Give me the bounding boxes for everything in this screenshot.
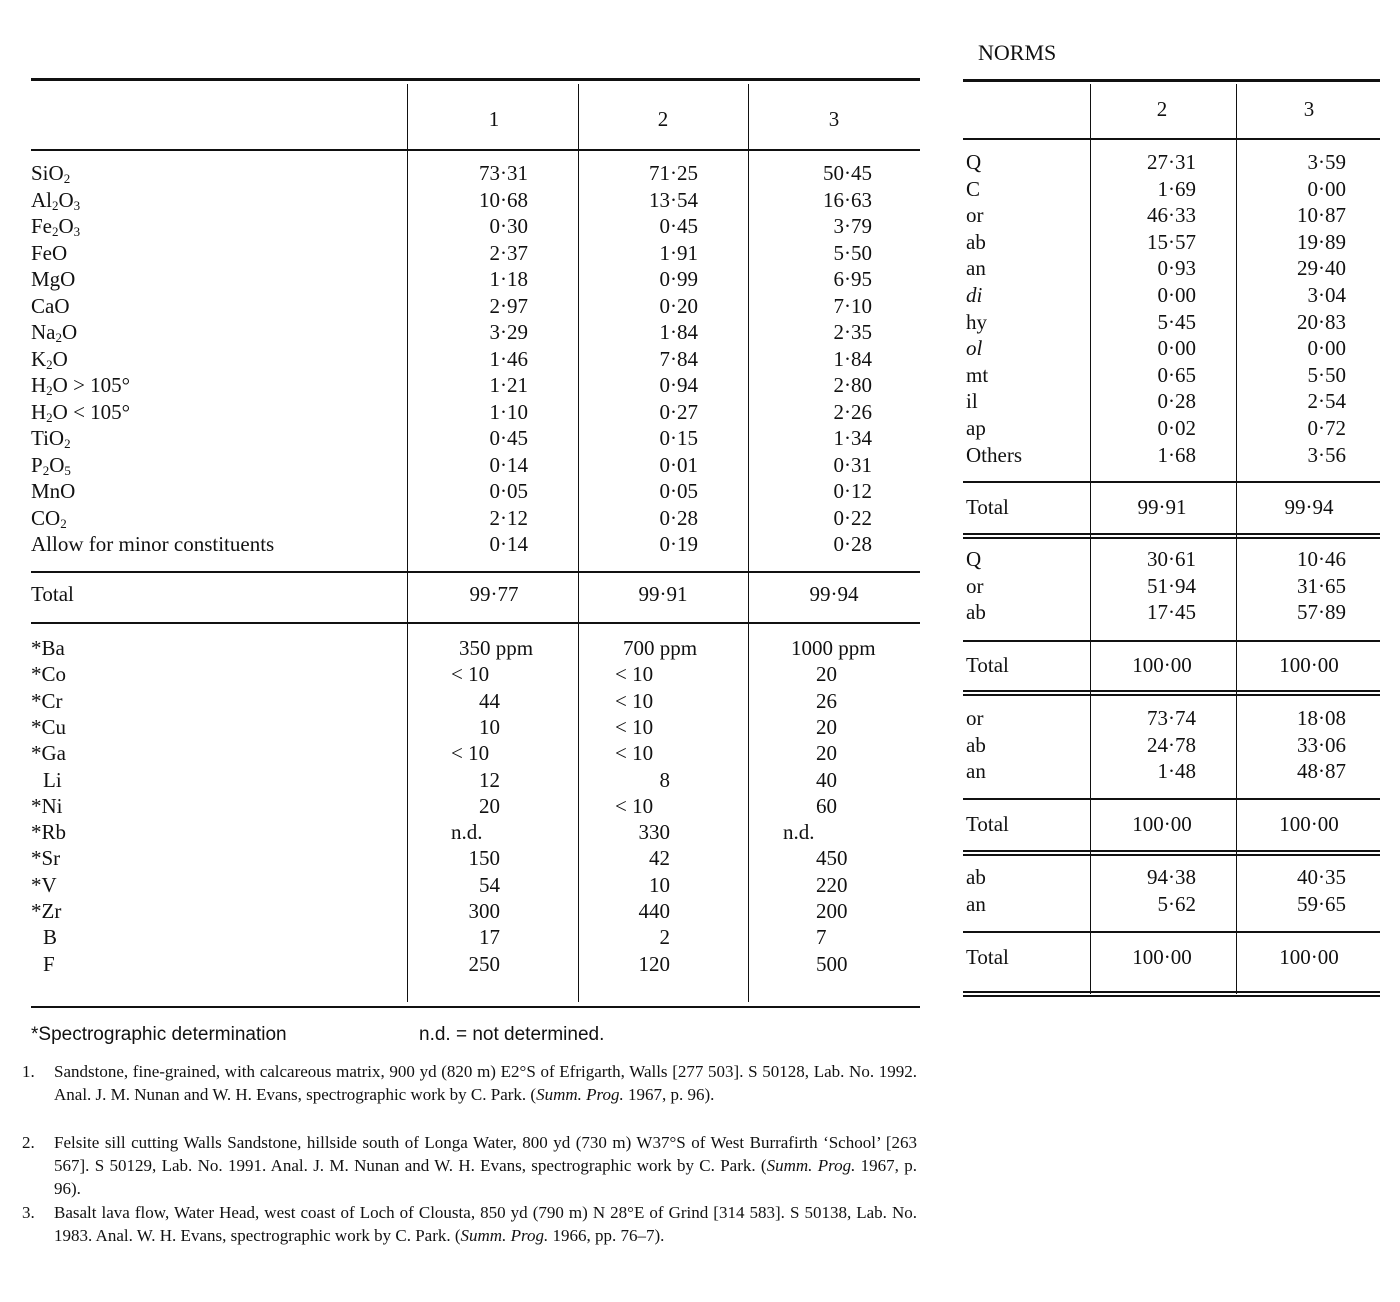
trace-value: 440 [638, 899, 670, 923]
table-cell: 10·68 [479, 187, 528, 212]
norms-total-value: 99·91 [1137, 495, 1187, 519]
table-top-rule [31, 78, 920, 81]
trace-value: 250 [468, 951, 500, 976]
table-cell: 0·01 [659, 452, 698, 477]
table-cell: 0·22 [833, 505, 872, 530]
trace-value: 8 [659, 767, 670, 792]
norm-value: 20·83 [1297, 309, 1346, 334]
norm-value: 1·69 [1157, 176, 1196, 201]
trace-value: 220 [816, 872, 848, 897]
table-cell: 6·95 [833, 267, 872, 291]
table-cell: 0·45 [489, 426, 528, 450]
trace-value: n.d. [451, 820, 483, 845]
table-cell: 7·10 [833, 293, 872, 318]
norm-label: di [966, 283, 983, 307]
row-label: $K_2O$ [31, 346, 68, 372]
table-cell: 0·31 [833, 452, 872, 477]
total-bottom-rule [31, 622, 920, 624]
row-label: CaO [31, 293, 70, 318]
norm-value: 0·02 [1157, 416, 1196, 440]
table-cell: 0·15 [659, 426, 698, 450]
norm-value: 0·93 [1157, 256, 1196, 281]
trace-value: < 10 [615, 714, 654, 739]
norm-value: 0·00 [1307, 176, 1346, 201]
norms-column-header: 2 [1156, 97, 1168, 121]
norm-label: an [966, 891, 986, 916]
table-cell: 1·21 [489, 373, 528, 397]
trace-value: < 10 [615, 741, 654, 766]
row-label: $Fe_2O_3$ [31, 214, 81, 239]
row-label: MnO [31, 479, 76, 503]
trace-value: < 10 [451, 741, 490, 766]
table-cell: 5·50 [833, 240, 872, 265]
norm-label: ab [966, 600, 986, 625]
norm-label: ab [966, 229, 986, 254]
norm-value: 5·45 [1157, 309, 1196, 334]
norm-value: 27·31 [1147, 150, 1196, 174]
trace-label: F [43, 951, 55, 976]
norms-total-value: 99·94 [1284, 495, 1334, 519]
norm-value: 48·87 [1297, 759, 1346, 784]
trace-label: B [43, 925, 58, 950]
trace-value: 44 [479, 688, 500, 713]
norm-value: 51·94 [1147, 573, 1196, 598]
norms-total-value: 100·00 [1279, 812, 1339, 836]
trace-value: 500 [816, 951, 848, 976]
table-cell: 1·84 [833, 346, 872, 371]
table-bottom-rule [31, 1006, 920, 1008]
norm-value: 3·59 [1307, 150, 1346, 174]
total-top-rule [31, 571, 920, 573]
norm-value: 29·40 [1297, 256, 1346, 281]
footnote-text: Felsite sill cutting Walls Sandstone, hillside south of Longa Water, 800 yd (730 m) W37°S of West Burrafirth ‘School’ [263 567]. S 50129, Lab. No. 1991. Anal. J. M. Nunan and W. H. Evans, spectrographic work by C. Park. (Summ. Prog. 1967, p. 96). [54, 1133, 917, 1198]
footnote-number: 2. [22, 1133, 35, 1152]
norm-label: an [966, 256, 986, 281]
norms-block-rule [963, 995, 1380, 997]
trace-value: < 10 [451, 662, 490, 687]
norms-total-value: 100·00 [1279, 653, 1339, 677]
norms-total-rule [963, 640, 1380, 642]
table-cell: 3·29 [489, 320, 528, 344]
trace-value: 42 [649, 846, 670, 871]
norm-label: ab [966, 865, 986, 889]
trace-label: *Cr [31, 688, 63, 713]
norm-value: 10·87 [1297, 203, 1346, 228]
norm-label: or [966, 706, 984, 730]
nd-note: n.d. = not determined. [419, 1024, 605, 1045]
trace-label: Li [43, 767, 62, 792]
norm-value: 0·00 [1307, 336, 1346, 361]
table-cell: 0·14 [489, 532, 528, 556]
trace-label: *Ba [31, 636, 65, 660]
footnote-number: 1. [22, 1062, 35, 1081]
table-cell: 0·99 [659, 267, 698, 291]
norms-total-rule [963, 481, 1380, 483]
table-cell: 1·84 [659, 320, 698, 344]
norm-value: 5·50 [1307, 362, 1346, 387]
table-cell: 0·45 [659, 214, 698, 238]
trace-value: 17 [479, 925, 500, 950]
table-cell: 0·05 [489, 479, 528, 503]
trace-value: 26 [816, 688, 837, 713]
trace-value: 10 [649, 872, 670, 897]
table-cell: 1·91 [659, 240, 698, 265]
norm-value: 3·56 [1307, 442, 1346, 467]
row-label: $H_2O < 105^\circ$ [31, 399, 131, 425]
row-label: TiO$_2$ [31, 426, 71, 451]
row-label: $Al_2O_3$ [31, 187, 81, 213]
row-label: $CO_2$ [31, 505, 67, 531]
trace-label: *Ni [31, 793, 63, 818]
norms-header-rule [963, 138, 1380, 140]
table-cell: 71·25 [649, 161, 698, 185]
row-label: MgO [31, 267, 76, 291]
total-label: Total [31, 582, 74, 606]
norm-label: hy [966, 309, 987, 334]
table-cell: 0·19 [659, 532, 698, 556]
total-value: 99·91 [638, 582, 688, 606]
norm-value: 24·78 [1147, 732, 1196, 757]
norm-value: 40·35 [1297, 865, 1346, 889]
trace-value: 10 [479, 714, 500, 739]
norms-title: NORMS [978, 40, 1057, 65]
norms-total-label: Total [966, 653, 1009, 677]
table-cell: 0·12 [833, 479, 872, 503]
trace-value: 200 [816, 899, 848, 923]
trace-value: 20 [479, 793, 500, 818]
table-cell: 2·26 [833, 399, 872, 424]
row-label: $Na_2O$ [31, 320, 78, 345]
table-cell: 2·35 [833, 320, 872, 344]
trace-value: n.d. [783, 820, 815, 845]
norms-column-header: 3 [1303, 97, 1315, 121]
footnote-text: Basalt lava flow, Water Head, west coast of Loch of Clousta, 850 yd (790 m) N 28°E of Grind [314 583]. S 50138, Lab. No. 1983. Anal. W. H. Evans, spectrographic work by C. Park. (Summ. Prog. 1966, pp. 76–7). [54, 1203, 917, 1245]
table-cell: 0·30 [489, 214, 528, 238]
norm-value: 18·08 [1297, 706, 1346, 730]
norms-block-rule [963, 850, 1380, 852]
norms-block-rule [963, 533, 1380, 535]
table-cell: 2·37 [489, 240, 528, 265]
header-rule [31, 149, 920, 151]
row-label: Allow for minor constituents [31, 532, 275, 556]
norm-value: 0·72 [1307, 416, 1346, 440]
trace-value: 7 [816, 925, 827, 950]
row-label: $P_2O_5$ [31, 452, 71, 478]
norms-top-rule [963, 79, 1380, 82]
norm-value: 57·89 [1297, 600, 1346, 625]
norm-label: ol [966, 336, 983, 361]
norm-value: 2·54 [1307, 389, 1346, 414]
norms-block-rule [963, 854, 1380, 856]
norm-label: ab [966, 732, 986, 757]
norms-total-rule [963, 798, 1380, 800]
norms-total-label: Total [966, 495, 1009, 519]
table-cell: 0·14 [489, 452, 528, 477]
norm-value: 17·45 [1147, 600, 1196, 625]
trace-value: 120 [638, 951, 670, 976]
norm-value: 0·65 [1157, 362, 1196, 387]
norm-label: C [966, 176, 981, 201]
trace-value: < 10 [615, 662, 654, 687]
table-cell: 1·10 [489, 399, 528, 424]
trace-value: 330 [638, 820, 670, 845]
trace-label: *Cu [31, 714, 67, 739]
trace-value: 2 [659, 925, 670, 950]
table-cell: 1·34 [833, 426, 872, 450]
table-cell: 7·84 [659, 346, 698, 371]
norm-value: 3·04 [1307, 283, 1346, 307]
trace-value: < 10 [615, 688, 654, 713]
column-header: 3 [828, 107, 840, 131]
norm-value: 0·00 [1157, 283, 1196, 307]
trace-label: *Rb [31, 820, 67, 845]
norm-value: 30·61 [1147, 547, 1196, 571]
norm-value: 10·46 [1297, 547, 1346, 571]
trace-value: 300 [468, 899, 500, 923]
table-cell: 13·54 [649, 187, 698, 212]
norm-value: 94·38 [1147, 865, 1196, 889]
norm-label: Q [966, 547, 982, 571]
trace-value: < 10 [615, 793, 654, 818]
trace-label: *Sr [31, 846, 61, 871]
row-label: SiO$_2$ [31, 161, 71, 186]
table-cell: 2·12 [489, 505, 528, 530]
trace-value: 40 [816, 767, 837, 792]
norm-value: 1·48 [1157, 759, 1196, 784]
table-cell: 0·27 [659, 399, 698, 424]
trace-value: 20 [816, 741, 837, 766]
table-cell: 1·18 [489, 267, 528, 291]
trace-label: *Co [31, 662, 67, 687]
footnote-number: 3. [22, 1203, 35, 1222]
norm-value: 5·62 [1157, 891, 1196, 916]
trace-value: 150 [468, 846, 500, 871]
trace-value: 54 [479, 872, 500, 897]
table-cell: 50·45 [823, 161, 872, 185]
norm-label: Q [966, 150, 982, 174]
norm-value: 59·65 [1297, 891, 1346, 916]
trace-label: *Zr [31, 899, 62, 923]
norm-label: il [966, 389, 978, 414]
trace-value: 450 [816, 846, 848, 871]
table-cell: 0·05 [659, 479, 698, 503]
table-cell: 1·46 [489, 346, 528, 371]
norm-value: 31·65 [1297, 573, 1346, 598]
table-cell: 3·79 [833, 214, 872, 238]
column-header: 2 [657, 107, 669, 131]
table-cell: 2·80 [833, 373, 872, 397]
norm-label: mt [966, 362, 989, 387]
table-cell: 0·28 [833, 532, 872, 556]
norm-value: 19·89 [1297, 229, 1346, 254]
row-label: FeO [31, 240, 68, 265]
norms-total-value: 100·00 [1132, 945, 1192, 969]
table-cell: 0·20 [659, 293, 698, 318]
trace-value: 20 [816, 662, 837, 687]
norms-block-rule [963, 694, 1380, 696]
norms-block-rule [963, 537, 1380, 539]
trace-value: 60 [816, 793, 837, 818]
norm-value: 73·74 [1147, 706, 1196, 730]
total-value: 99·77 [469, 582, 519, 606]
trace-label: *V [31, 872, 57, 897]
table-cell: 0·28 [659, 505, 698, 530]
trace-value: 350 ppm [459, 636, 534, 660]
row-label: $H_2O > 105^\circ$ [31, 373, 131, 398]
total-value: 99·94 [809, 582, 859, 606]
norms-total-label: Total [966, 945, 1009, 969]
norms-total-value: 100·00 [1132, 812, 1192, 836]
trace-value: 700 ppm [623, 636, 698, 660]
norms-block-rule [963, 690, 1380, 692]
norm-value: 46·33 [1147, 203, 1196, 228]
norms-block-rule [963, 991, 1380, 993]
table-cell: 2·97 [489, 293, 528, 318]
norm-value: 33·06 [1297, 732, 1346, 757]
trace-value: 20 [816, 714, 837, 739]
norms-total-value: 100·00 [1279, 945, 1339, 969]
norm-label: Others [966, 442, 1022, 467]
trace-value: 12 [479, 767, 500, 792]
norm-value: 15·57 [1147, 229, 1196, 254]
norms-total-rule [963, 931, 1380, 933]
norm-label: an [966, 759, 986, 784]
norm-value: 0·00 [1157, 336, 1196, 361]
norms-total-value: 100·00 [1132, 653, 1192, 677]
norm-label: ap [966, 416, 986, 440]
table-cell: 73·31 [479, 161, 528, 185]
table-cell: 16·63 [823, 187, 872, 212]
norm-value: 0·28 [1157, 389, 1196, 414]
column-divider [748, 84, 749, 1002]
norms-total-label: Total [966, 812, 1009, 836]
trace-label: *Ga [31, 741, 66, 766]
norm-value: 1·68 [1157, 442, 1196, 467]
norm-label: or [966, 573, 984, 598]
spectro-note: *Spectrographic determination [31, 1024, 287, 1045]
footnote-text: Sandstone, fine-grained, with calcareous matrix, 900 yd (820 m) E2°S of Efrigarth, Walls [277 503]. S 50128, Lab. No. 1992. Anal. J. M. Nunan and W. H. Evans, spectrographic work by C. Park. (Summ. Prog. 1967, p. 96). [54, 1062, 917, 1104]
trace-value: 1000 ppm [791, 636, 876, 660]
norm-label: or [966, 203, 984, 228]
column-header: 1 [488, 107, 500, 131]
table-cell: 0·94 [659, 373, 698, 397]
